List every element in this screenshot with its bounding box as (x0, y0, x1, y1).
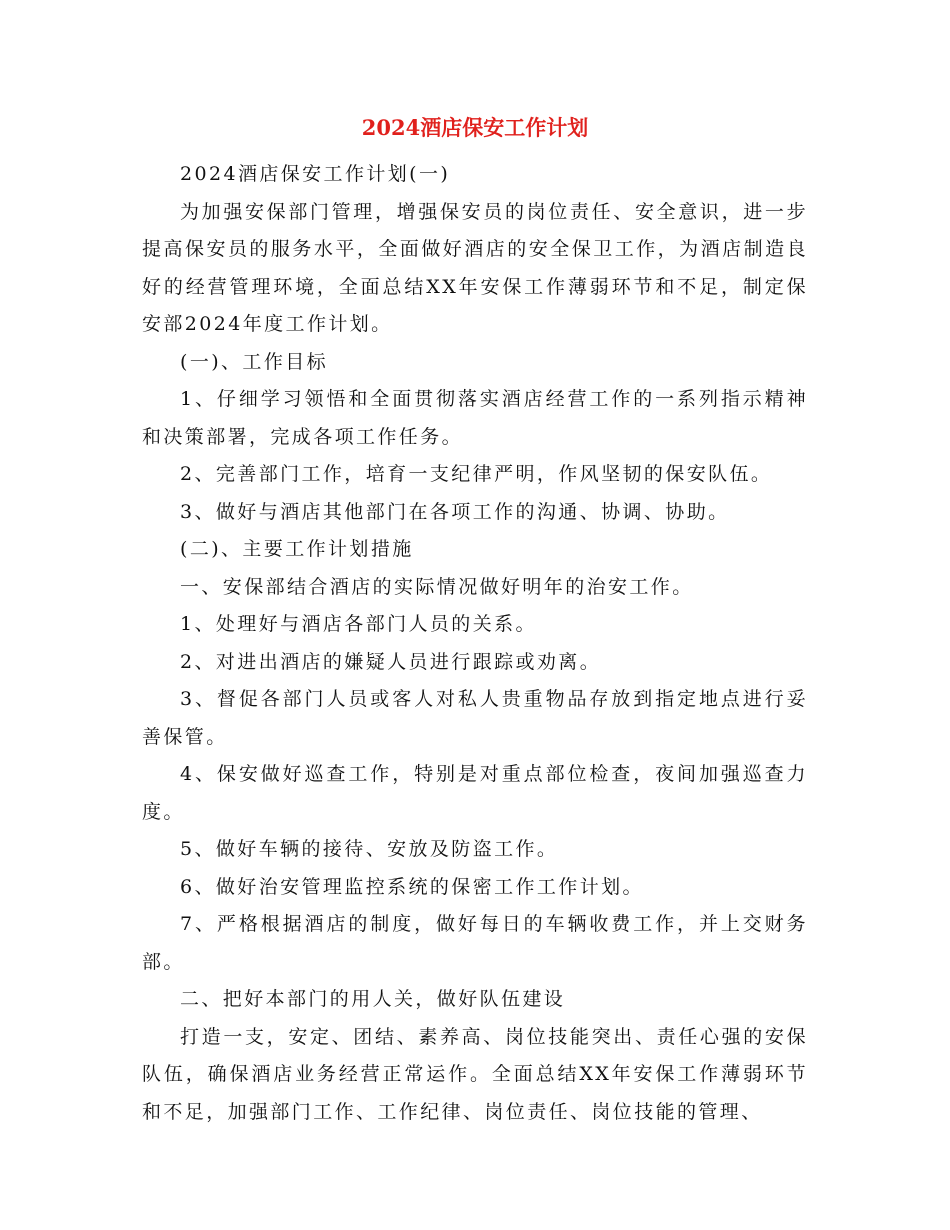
paragraph: 3、督促各部门人员或客人对私人贵重物品存放到指定地点进行妥善保管。 (142, 688, 808, 748)
paragraph: 3、做好与酒店其他部门在各项工作的沟通、协调、协助。 (180, 500, 730, 523)
paragraph: 5、做好车辆的接待、安放及防盗工作。 (180, 838, 559, 860)
section-heading: (二)、主要工作计划措施 (180, 538, 414, 560)
paragraph: 1、仔细学习领悟和全面贯彻落实酒店经营工作的一系列指示精神和决策部署，完成各项工作任务。 (142, 388, 808, 448)
paragraph: 6、做好治安管理监控系统的保密工作工作计划。 (180, 875, 644, 898)
paragraph: 7、严格根据酒店的制度，做好每日的车辆收费工作，并上交财务部。 (142, 913, 808, 973)
paragraph: 一、安保部结合酒店的实际情况做好明年的治安工作。 (180, 575, 694, 598)
paragraph: 打造一支，安定、团结、素养高、岗位技能突出、责任心强的安保队伍，确保酒店业务经营正常运作。全面总结XX年安保工作薄弱环节和不足，加强部门工作、工作纪律、岗位责任、岗位技能的管理、 (142, 1025, 808, 1123)
document-body (142, 156, 808, 1131)
paragraph: 为加强安保部门管理，增强保安员的岗位责任、安全意识，进一步提高保安员的服务水平，全面做好酒店的安全保卫工作，为酒店制造良好的经营管理环境，全面总结XX年安保工作薄弱环节和不足，制定保安部2024年度工作计划。 (142, 200, 808, 335)
paragraph: 4、保安做好巡查工作，特别是对重点部位检查，夜间加强巡查力度。 (142, 763, 808, 823)
paragraph: 2024酒店保安工作计划(一) (180, 163, 451, 185)
paragraph: 1、处理好与酒店各部门人员的关系。 (180, 613, 537, 635)
paragraph: 2、对进出酒店的嫌疑人员进行跟踪或劝离。 (180, 650, 602, 673)
section-heading: (一)、工作目标 (180, 350, 329, 373)
section-heading: 二、把好本部门的用人关，做好队伍建设 (180, 988, 566, 1010)
paragraph: 2、完善部门工作，培育一支纪律严明，作风坚韧的保安队伍。 (180, 463, 773, 485)
document-title: 2024酒店保安工作计划 (361, 115, 589, 140)
